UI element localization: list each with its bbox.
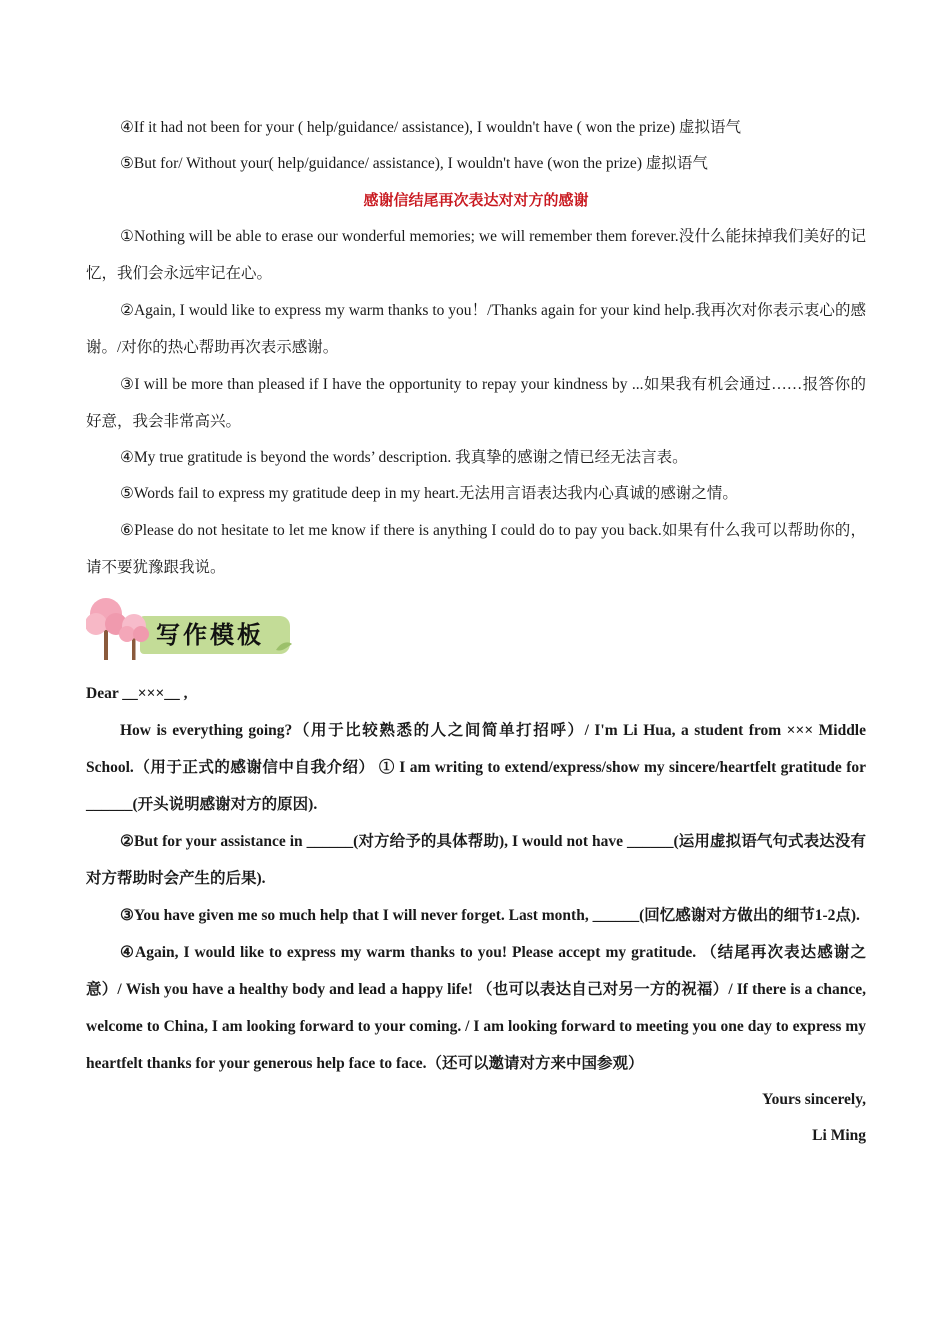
- banner-title: 写作模板: [156, 621, 264, 649]
- closing-item-5: ⑤Words fail to express my gratitude deep in my heart.无法用言语表达我内心真诚的感谢之情。: [120, 485, 738, 502]
- closing-item-4: ④My true gratitude is beyond the words’ description. 我真挚的感谢之情已经无法言表。: [120, 449, 688, 466]
- template-paragraph-4: ④Again, I would like to express my warm thanks to you! Please accept my gratitude. （结尾再次表达感谢之意）/ Wish you have a healthy body and lead a happy life! （也可以表达自己对另一方的祝福）/ If there is a chance, welcome to China, I am looking forward to your coming. / I am looking forward to meeting you one day to express my heartfelt thanks for your generous help face to face.（还可以邀请对方来中国参观）: [86, 944, 866, 1072]
- template-paragraph-1: How is everything going?（用于比较熟悉的人之间简单打招呼）/ I'm Li Hua, a student from ××× Middle School.（用于正式的感谢信中自我介绍） ① I am writing to extend/express/show my sincere/heartfelt gratitude for ______(开头说明感谢对方的原因).: [86, 722, 866, 813]
- closing-item-2: ②Again, I would like to express my warm thanks to you！/Thanks again for your kind help.我再次对你表示衷心的感谢。/对你的热心帮助再次表示感谢。: [86, 302, 866, 356]
- writing-template-banner: [86, 592, 866, 674]
- intro-line-5: ⑤But for/ Without your( help/guidance/ assistance), I wouldn't have (won the prize) 虚拟语气: [120, 155, 708, 172]
- intro-line-4: ④If it had not been for your ( help/guidance/ assistance), I wouldn't have ( won the prize) 虚拟语气: [120, 119, 742, 136]
- closing-item-6: ⑥Please do not hesitate to let me know if there is anything I could do to pay you back.如果有什么我可以帮助你的，请不要犹豫跟我说。: [86, 522, 866, 576]
- salutation: Dear __×××__ ,: [86, 685, 188, 702]
- section-heading: 感谢信结尾再次表达对对方的感谢: [363, 191, 589, 209]
- closing-item-1: ①Nothing will be able to erase our wonderful memories; we will remember them forever.没什么能抹掉我们美好的记忆，我们会永远牢记在心。: [86, 228, 866, 282]
- signature: Li Ming: [812, 1127, 866, 1144]
- closing-phrase: Yours sincerely,: [762, 1091, 866, 1108]
- template-paragraph-2: ②But for your assistance in ______(对方给予的具体帮助), I would not have ______(运用虚拟语气句式表达没有对方帮助时会产生的后果).: [86, 833, 866, 887]
- document-page: [86, 110, 866, 1154]
- template-paragraph-3: ③You have given me so much help that I will never forget. Last month, ______(回忆感谢对方做出的细节1-2点).: [120, 907, 860, 924]
- closing-item-3: ③I will be more than pleased if I have the opportunity to repay your kindness by ...如果我有机会通过……报答你的好意，我会非常高兴。: [86, 376, 866, 430]
